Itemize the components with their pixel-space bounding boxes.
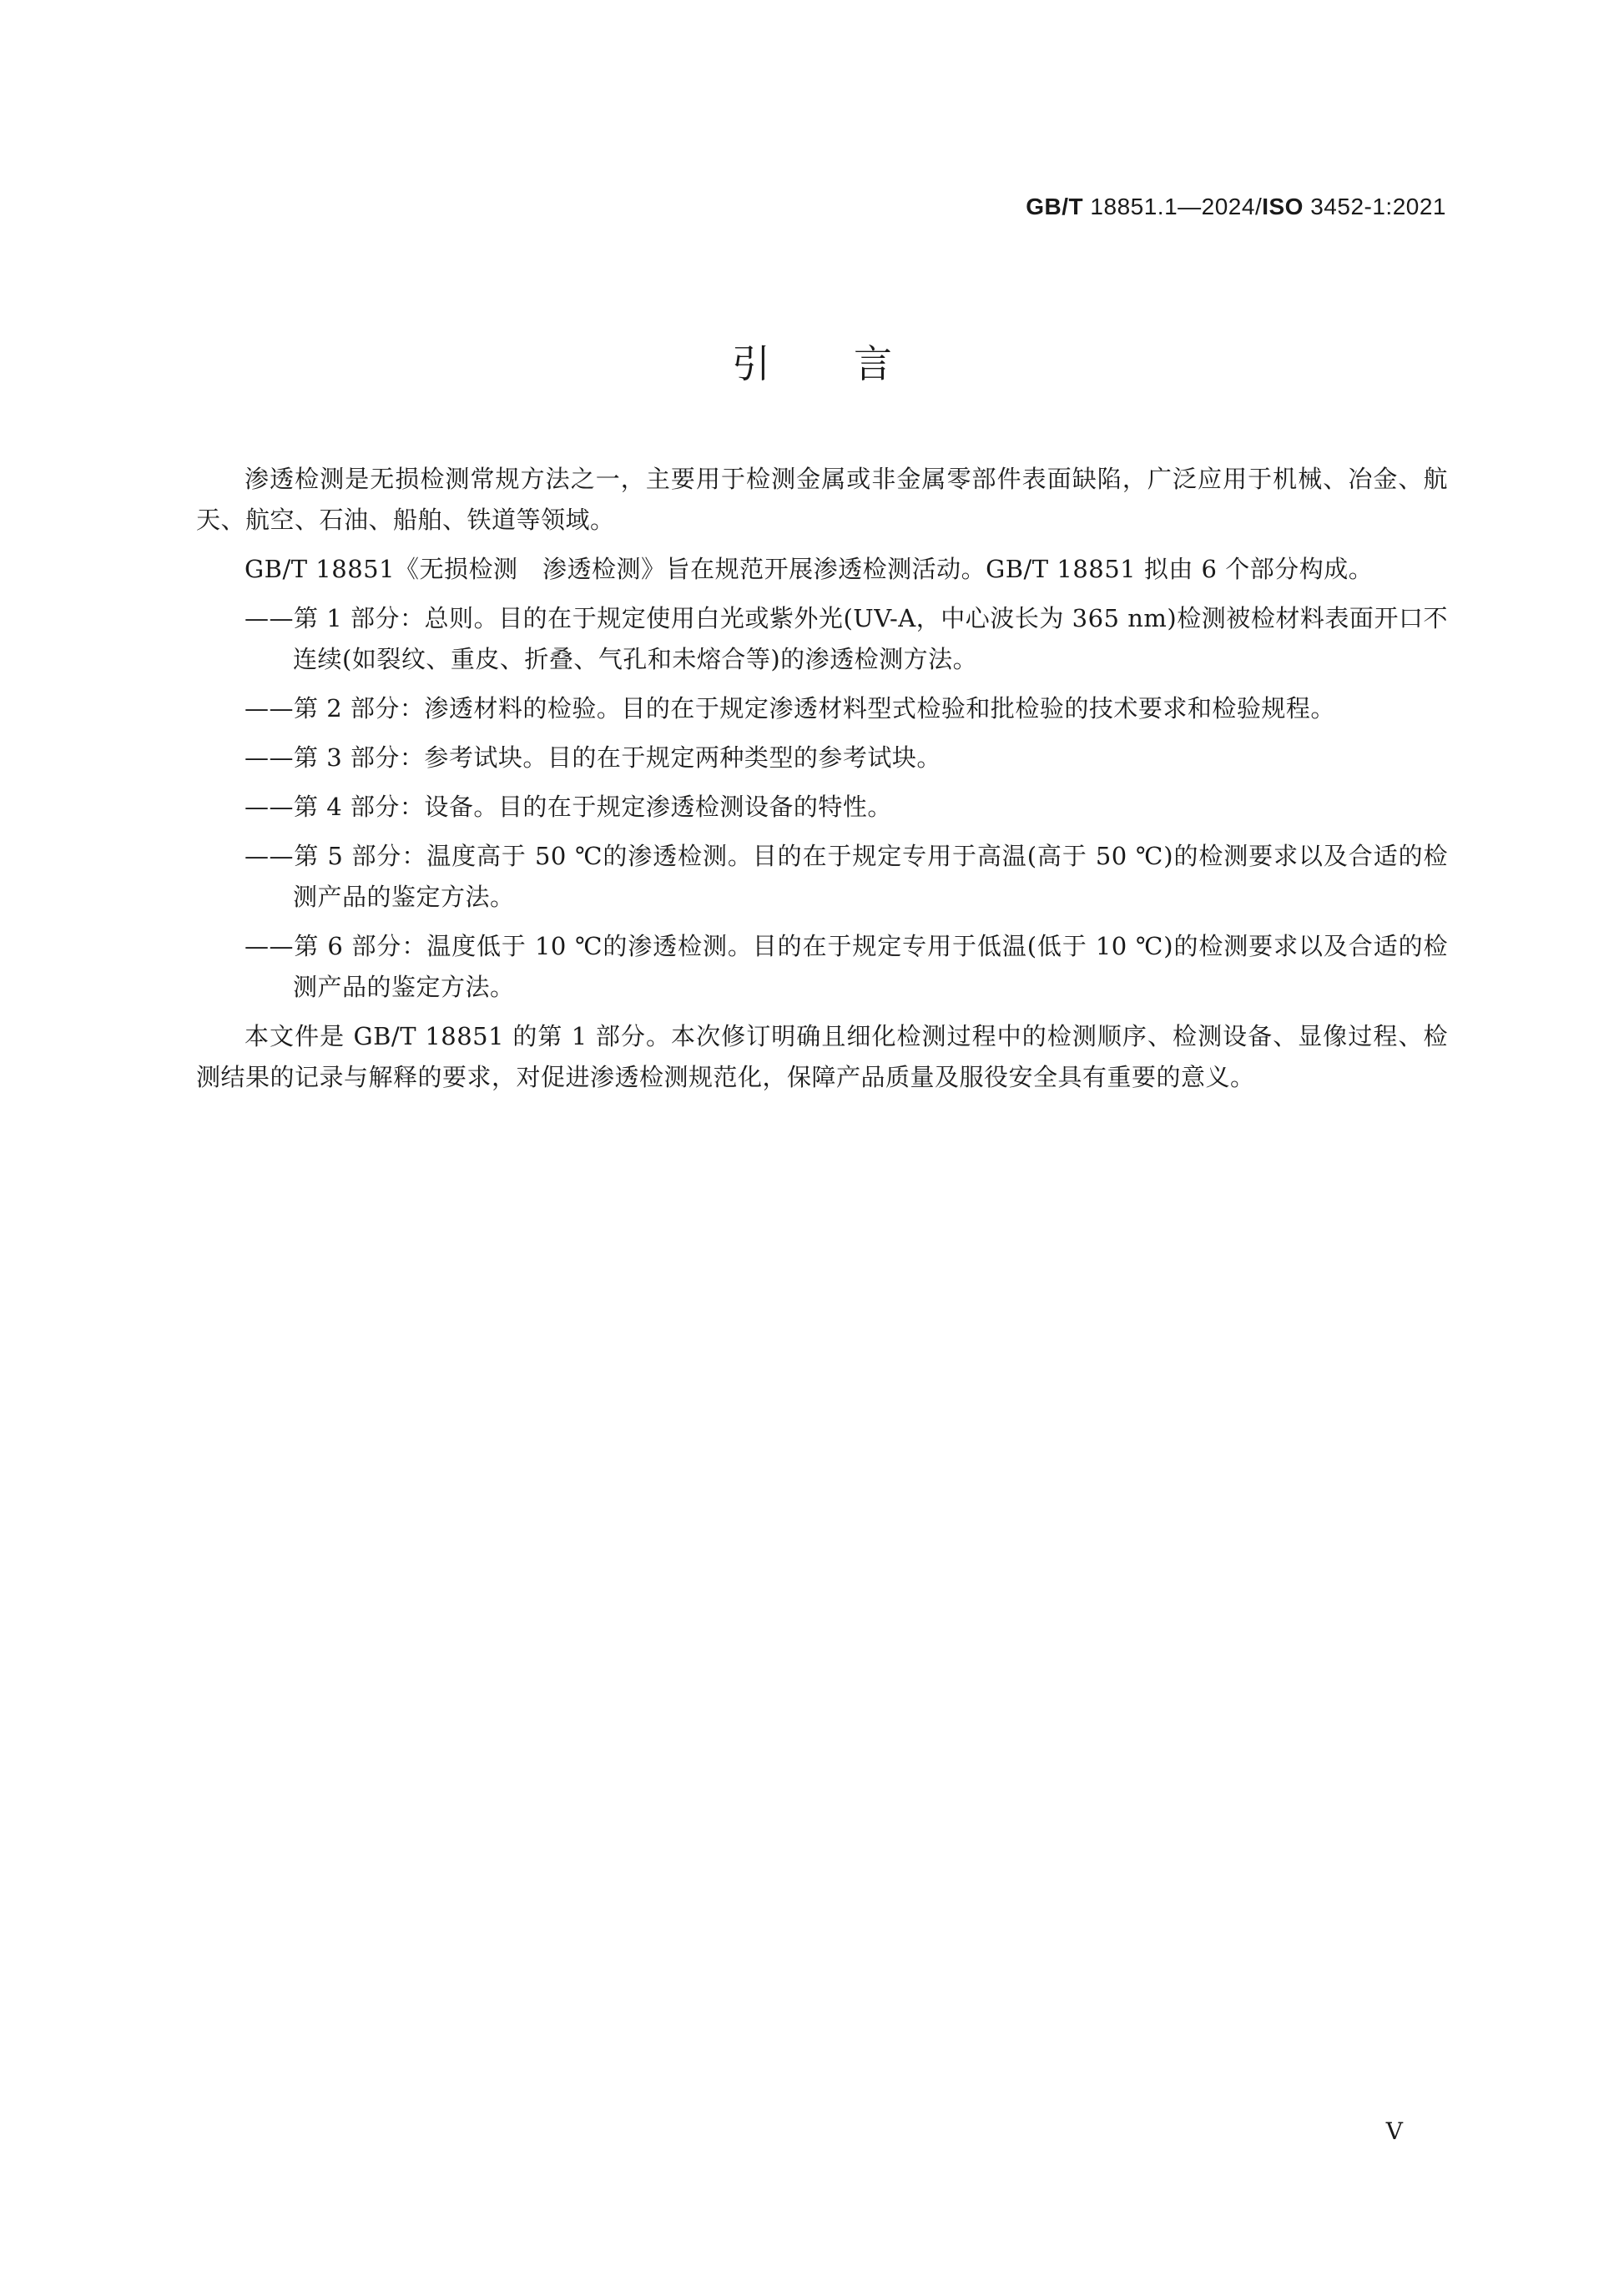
- iso-prefix: ISO: [1262, 194, 1304, 219]
- closing-paragraph: 本文件是 GB/T 18851 的第 1 部分。本次修订明确且细化检测过程中的检测顺序、检测设备、显像过程、检测结果的记录与解释的要求，对促进渗透检测规范化，保障产品质量及服役安全具有重要的意义。: [196, 1022, 1448, 1091]
- iso-number: 3452-1:2021: [1303, 194, 1446, 219]
- page-number: V: [1385, 2117, 1403, 2145]
- part-list-item: ——第 2 部分：渗透材料的检验。目的在于规定渗透材料型式检验和批检验的技术要求和检验规程。: [245, 694, 1335, 723]
- intro-paragraph: 渗透检测是无损检测常规方法之一，主要用于检测金属或非金属零部件表面缺陷，广泛应用于机械、冶金、航天、航空、石油、船舶、铁道等领域。: [196, 465, 1448, 534]
- part-list-item: ——第 3 部分：参考试块。目的在于规定两种类型的参考试块。: [245, 743, 941, 772]
- part-list-item: ——第 4 部分：设备。目的在于规定渗透检测设备的特性。: [245, 793, 892, 821]
- standard-number: 18851.1—2024/: [1083, 194, 1263, 219]
- part-list-item: ——第 5 部分：温度高于 50 ℃的渗透检测。目的在于规定专用于高温(高于 50 ℃)的检测要求以及合适的检测产品的鉴定方法。: [245, 842, 1448, 911]
- intro-paragraph: GB/T 18851《无损检测 渗透检测》旨在规范开展渗透检测活动。GB/T 18851 拟由 6 个部分构成。: [245, 555, 1374, 583]
- standard-prefix: GB/T: [1026, 194, 1084, 219]
- part-list-item: ——第 1 部分：总则。目的在于规定使用白光或紫外光(UV-A，中心波长为 365 nm)检测被检材料表面开口不连续(如裂纹、重皮、折叠、气孔和未熔合等)的渗透检测方法。: [245, 604, 1448, 673]
- page-title: 引言: [732, 341, 976, 386]
- standard-number-header: [1026, 194, 1446, 220]
- part-list-item: ——第 6 部分：温度低于 10 ℃的渗透检测。目的在于规定专用于低温(低于 10 ℃)的检测要求以及合适的检测产品的鉴定方法。: [245, 932, 1448, 1001]
- introduction-body: [196, 459, 1448, 1106]
